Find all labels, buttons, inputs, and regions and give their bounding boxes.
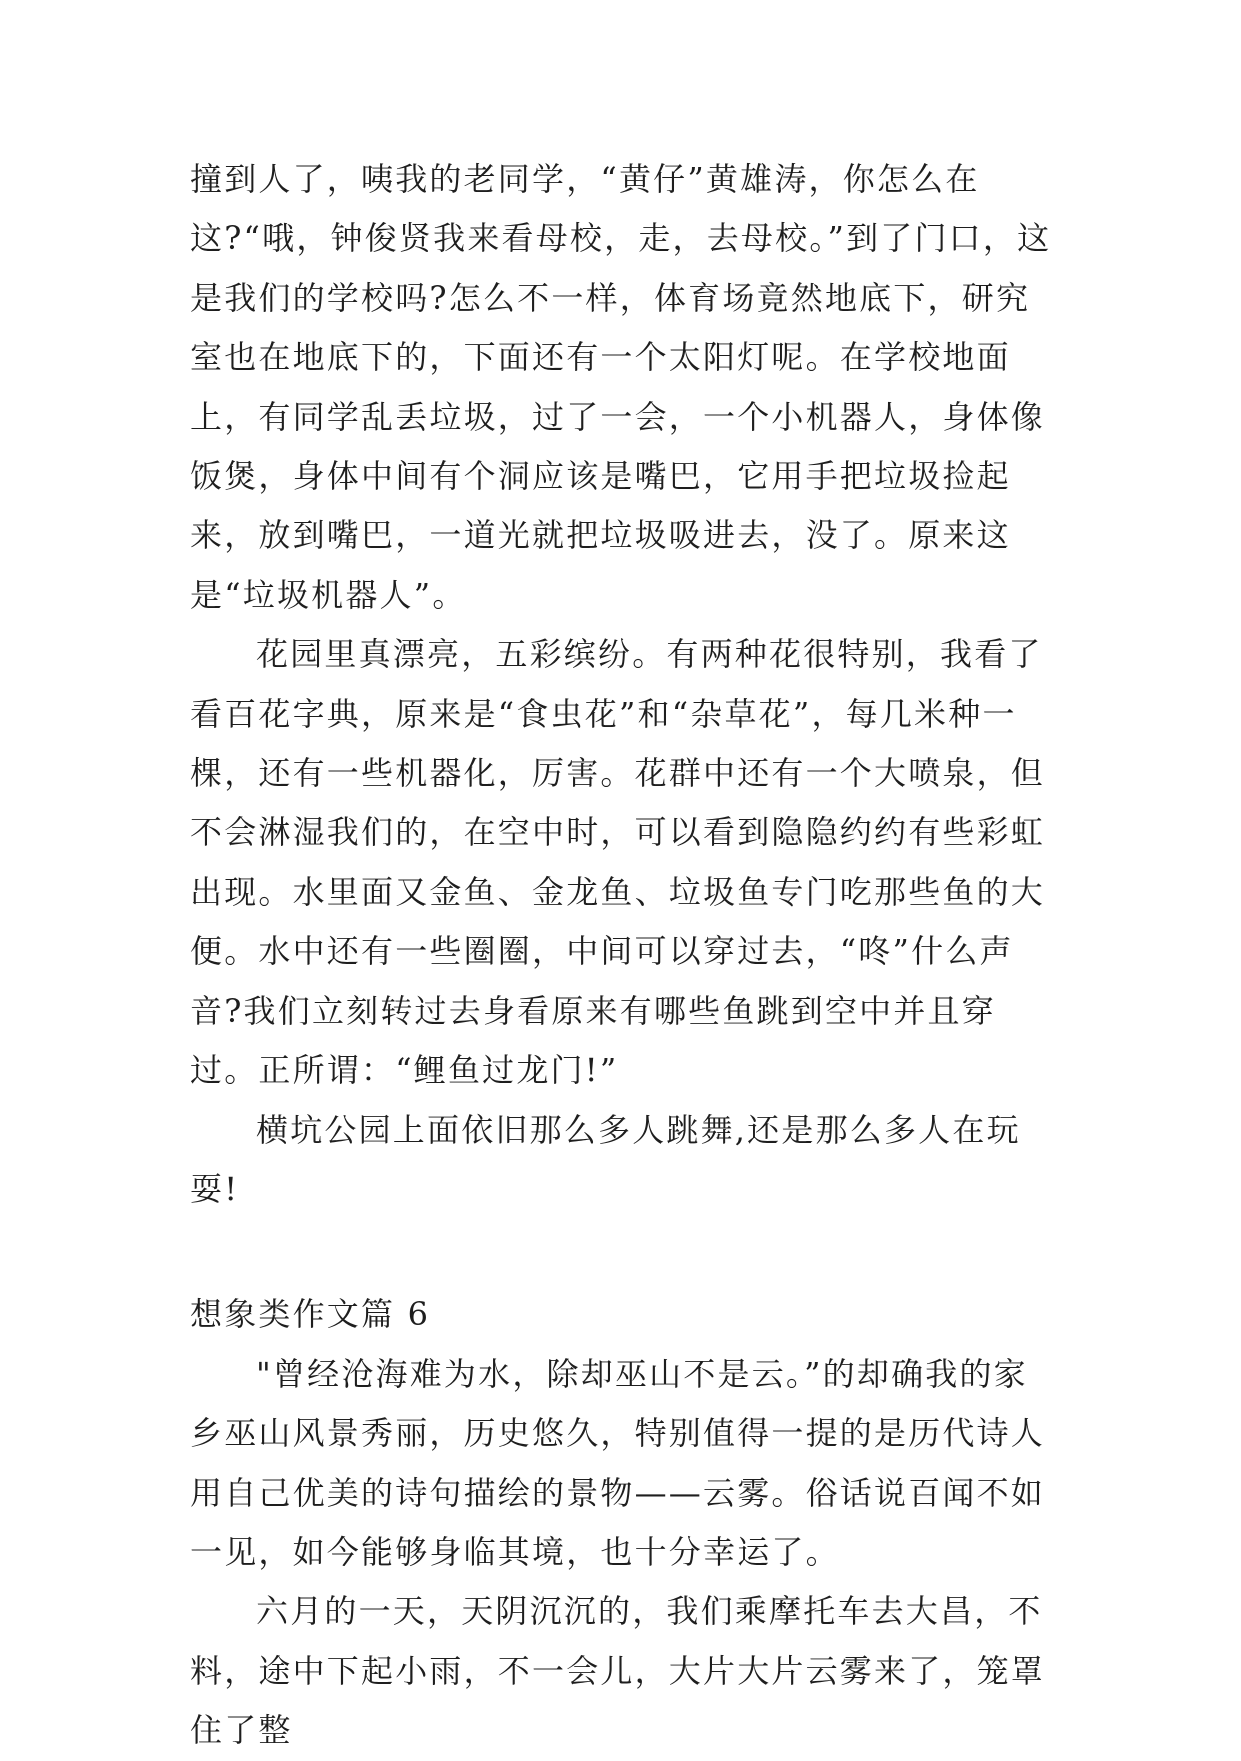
- section-title: 想象类作文篇 6: [190, 1295, 431, 1334]
- paragraph-poem-intro: "曾经沧海难为水，除却巫山不是云。”的却确我的家乡巫山风景秀丽，历史悠久，特别值得一提的是历代诗人用自己优美的诗句描绘的景物——云雾。俗话说百闻不如一见，如今能够身临其境，也十分幸运了。: [190, 1354, 1046, 1571]
- paragraph-continuation: 撞到人了，咦我的老同学，“黄仔”黄雄涛，你怎么在这?“哦，钟俊贤我来看母校，走，去母校。”到了门口，这是我们的学校吗?怎么不一样，体育场竟然地底下，研究室也在地底下的，下面还有一个太阳灯呢。在学校地面上，有同学乱丢垃圾，过了一会，一个小机器人，身体像饭煲，身体中间有个洞应该是嘴巴，它用手把垃圾捡起来，放到嘴巴，一道光就把垃圾吸进去，没了。原来这是“垃圾机器人”。: [190, 160, 1052, 614]
- paragraph-june-day: 六月的一天，天阴沉沉的，我们乘摩托车去大昌，不料，途中下起小雨，不一会儿，大片大片云雾来了，笼罩住了整: [190, 1592, 1046, 1750]
- paragraph-park: 横坑公园上面依旧那么多人跳舞,还是那么多人在玩耍!: [190, 1110, 1021, 1208]
- document-body: [190, 150, 1060, 1761]
- paragraph-garden: 花园里真漂亮，五彩缤纷。有两种花很特别，我看了看百花字典，原来是“食虫花”和“杂草花”，每几米种一棵，还有一些机器化，厉害。花群中还有一个大喷泉，但不会淋湿我们的，在空中时，可以看到隐隐约约有些彩虹出现。水里面又金鱼、金龙鱼、垃圾鱼专门吃那些鱼的大便。水中还有一些圈圈，中间可以穿过去，“咚”什么声音?我们立刻转过去身看原来有哪些鱼跳到空中并且穿过。正所谓：“鲤鱼过龙门!”: [190, 635, 1046, 1090]
